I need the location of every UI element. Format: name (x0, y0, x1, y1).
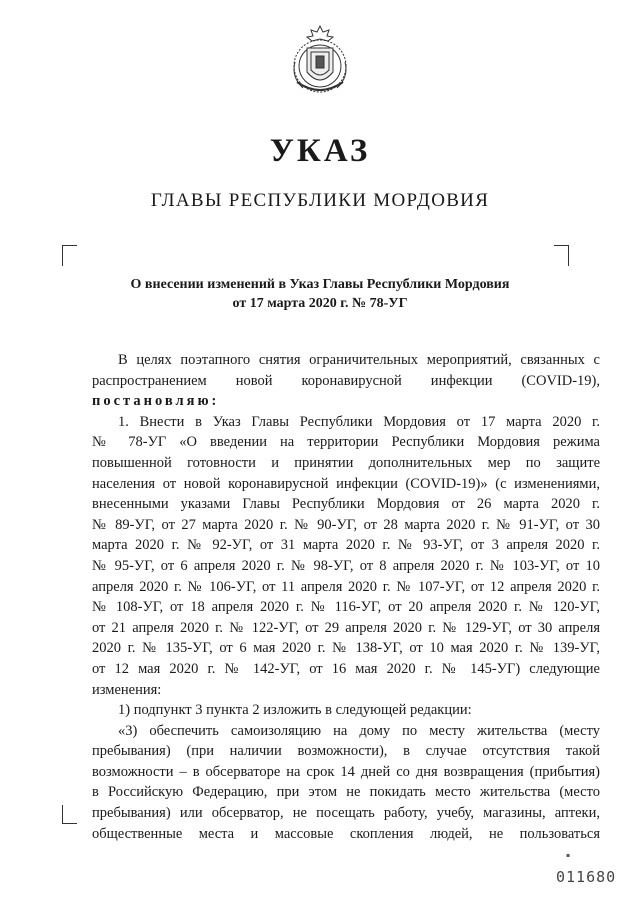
body-line: изменения: (92, 681, 162, 698)
body-line: 2020 г. № 135-УГ, от 6 мая 2020 г. № 138-УГ, от 10 мая 2020 г. № 139-УГ, (92, 640, 600, 657)
document-heading (90, 275, 550, 313)
body-line: возможности – в обсерваторе на срок 14 дней со дня возвращения (прибытия) (92, 763, 600, 780)
scan-artifact-mark: ▪ (566, 852, 571, 859)
body-line-decree: постановляю: (92, 393, 220, 410)
body-line: пребывания) (при наличии возможности), в случае отсутствия такой (92, 743, 600, 760)
body-line: № 95-УГ, от 6 апреля 2020 г. № 98-УГ, от 8 апреля 2020 г. № 103-УГ, от 10 (92, 557, 600, 574)
body-line: марта 2020 г. № 92-УГ, от 31 марта 2020 г. № 93-УГ, от 3 апреля 2020 г. (92, 537, 600, 554)
serial-number: 011680 (556, 868, 617, 886)
body-line: от 12 мая 2020 г. № 142-УГ, от 16 мая 2020 г. № 145-УГ) следующие (92, 660, 600, 677)
body-line: общественные места и массовые скопления людей, не пользоваться (92, 825, 600, 842)
body-line: «3) обеспечить самоизоляцию на дому по месту жительства (месту (118, 722, 600, 739)
body-line: повышенной готовности и принятии дополнительных мер по защите (92, 454, 600, 471)
corner-mark-top-right (554, 245, 569, 266)
body-line: в Российскую Федерацию, при этом не покидать место жительства (место (92, 784, 600, 801)
heading-line-2: от 17 марта 2020 г. № 78-УГ (232, 296, 408, 311)
body-line: от 21 апреля 2020 г. № 122-УГ, от 29 апреля 2020 г. № 129-УГ, от 30 апреля (92, 619, 600, 636)
margin-mark (62, 805, 77, 824)
body-line: № 108-УГ, от 18 апреля 2020 г. № 116-УГ, от 20 апреля 2020 г. № 120-УГ, (92, 599, 600, 616)
body-line: 1. Внести в Указ Главы Республики Мордовия от 17 марта 2020 г. (118, 413, 600, 430)
body-line: № 78-УГ «О введении на территории Республики Мордовия режима (92, 434, 600, 451)
body-line: внесенными указами Главы Республики Мордовия от 26 марта 2020 г. (92, 496, 600, 513)
body-line: 1) подпункт 3 пункта 2 изложить в следующей редакции: (118, 702, 472, 719)
body-line: населения от новой коронавирусной инфекции (COVID-19)» (с изменениями, (92, 475, 600, 492)
corner-mark-top-left (62, 245, 77, 266)
coat-of-arms-emblem (283, 22, 357, 102)
body-line: апреля 2020 г. № 106-УГ, от 11 апреля 2020 г. № 107-УГ, от 12 апреля 2020 г. (92, 578, 600, 595)
document-body (92, 350, 600, 844)
document-subtitle: ГЛАВЫ РЕСПУБЛИКИ МОРДОВИЯ (150, 190, 490, 211)
document-title: УКАЗ (269, 133, 371, 169)
body-line: № 89-УГ, от 27 марта 2020 г. № 90-УГ, от 28 марта 2020 г. № 91-УГ, от 30 (92, 516, 600, 533)
body-line: пребывания) или обсерватор, не посещать работу, учебу, магазины, аптеки, (92, 805, 600, 822)
heading-line-1: О внесении изменений в Указ Главы Республики Мордовия (130, 277, 510, 292)
body-line: распространением новой коронавирусной инфекции (COVID-19), (92, 372, 600, 389)
body-line: В целях поэтапного снятия ограничительных мероприятий, связанных с (118, 352, 600, 368)
